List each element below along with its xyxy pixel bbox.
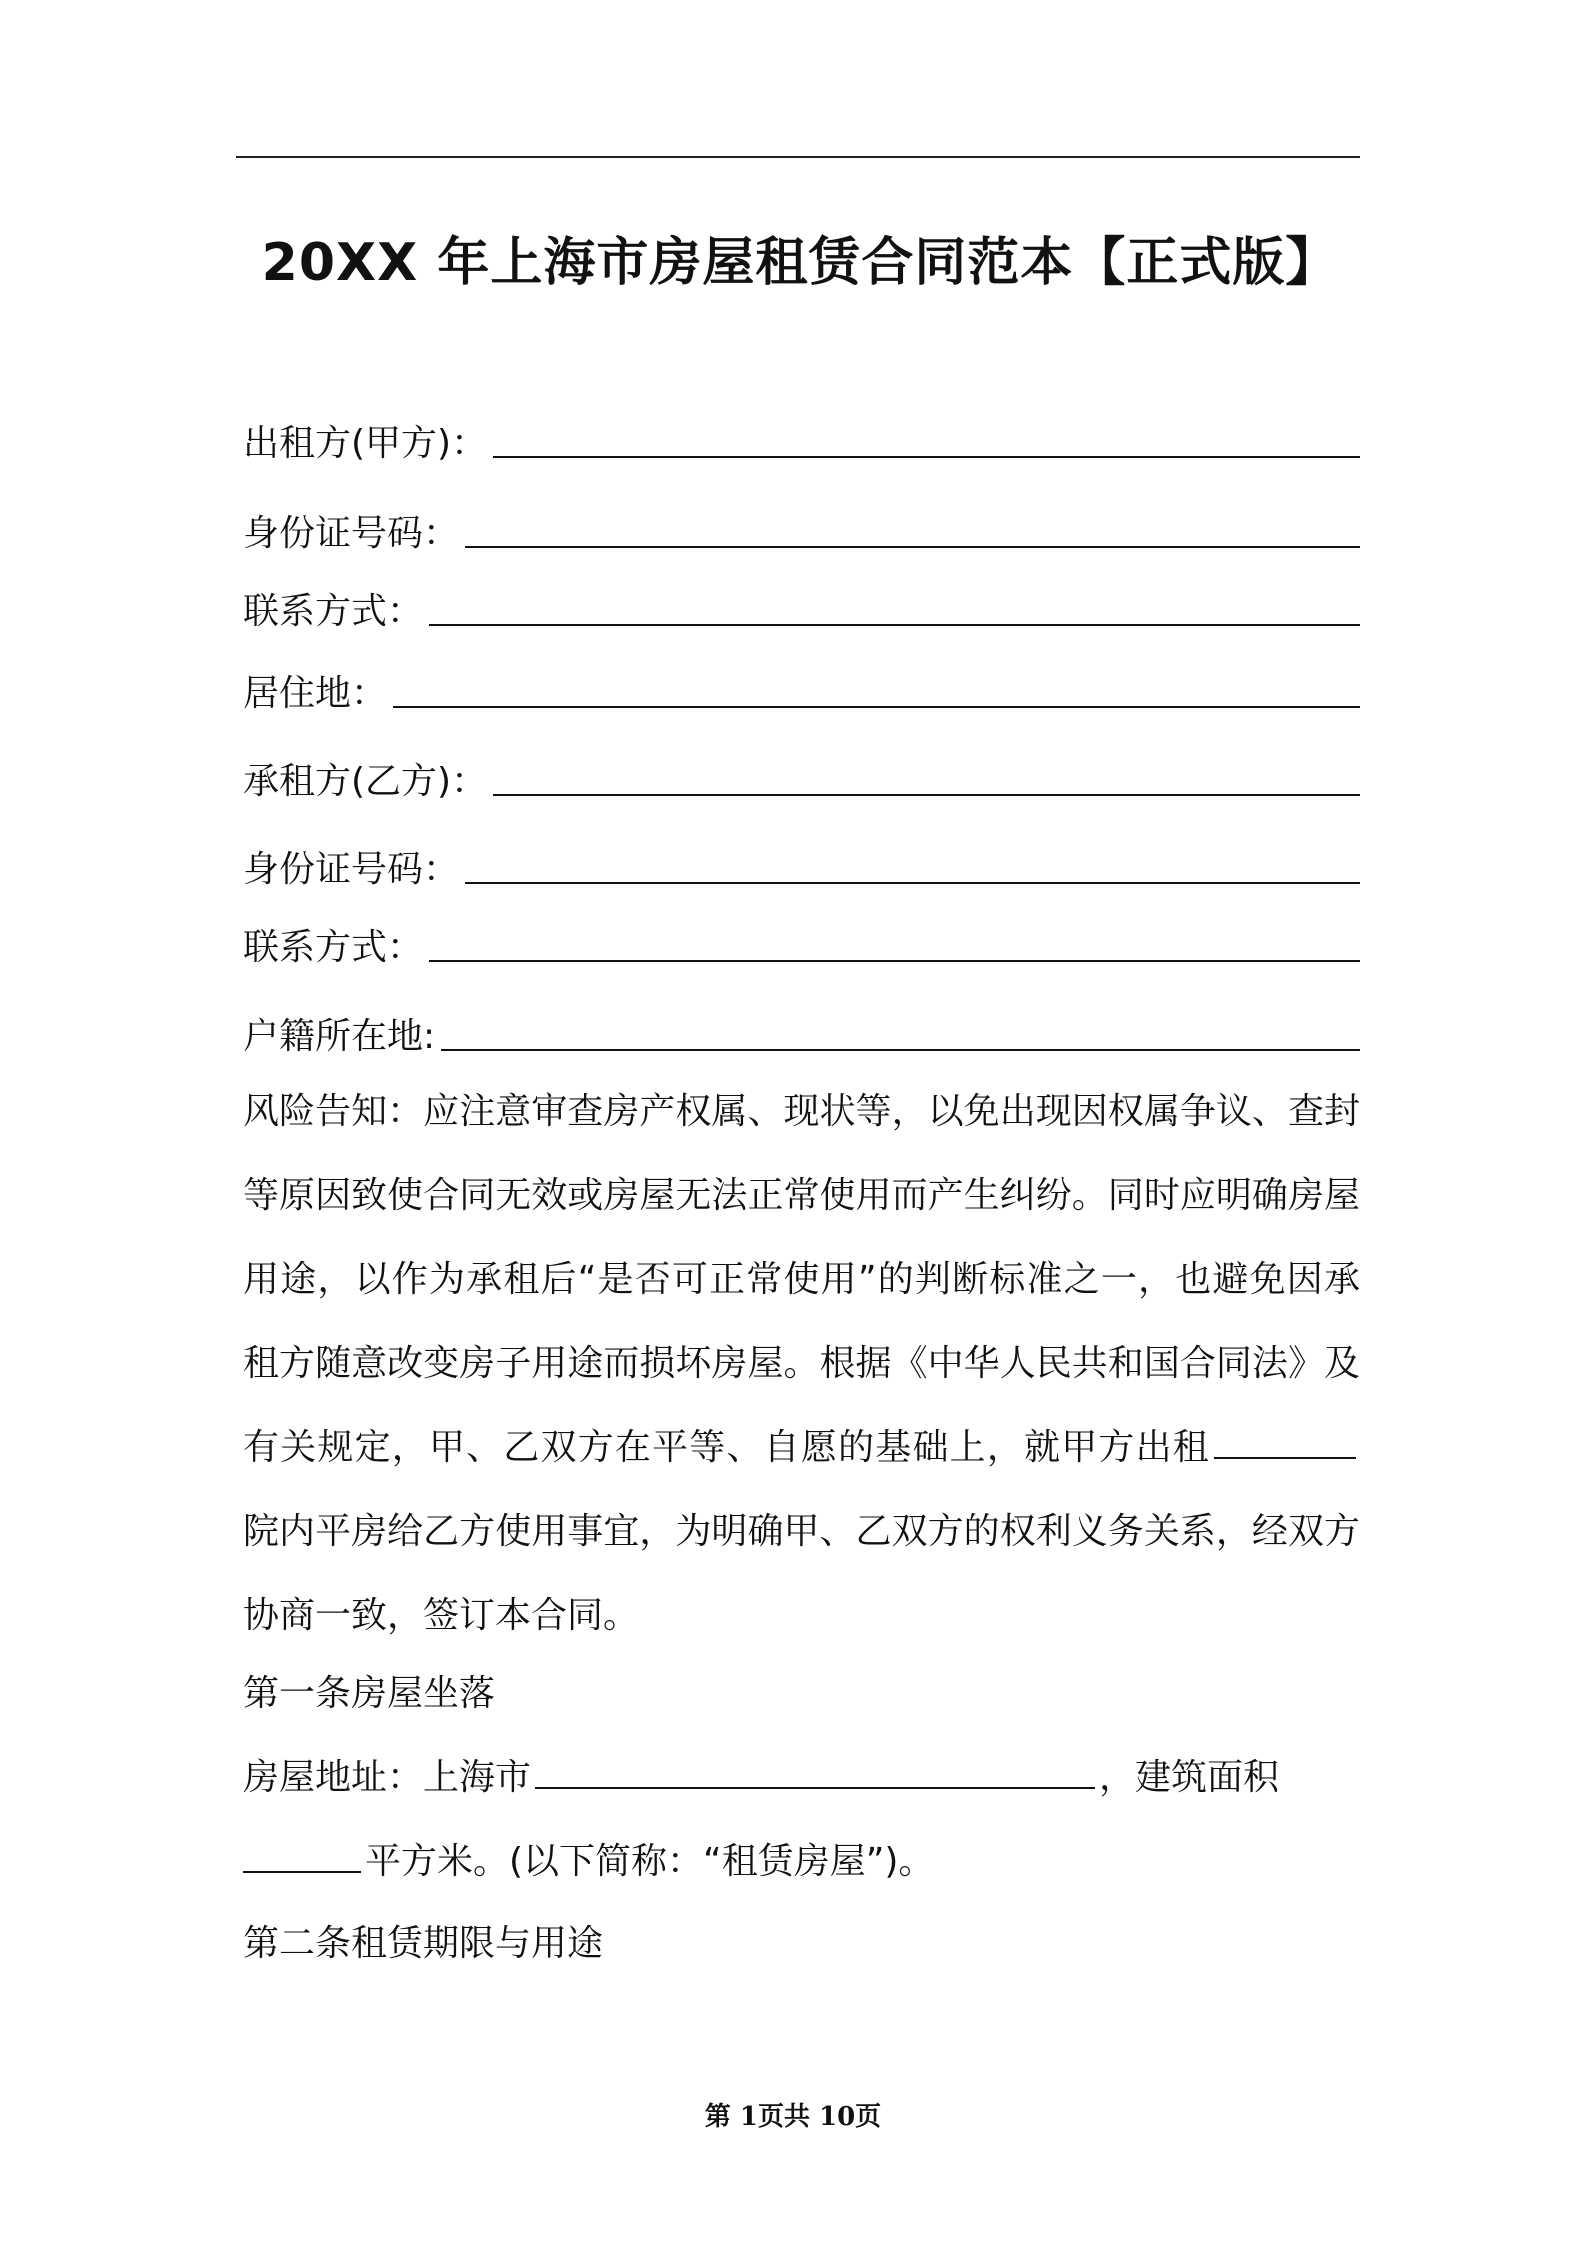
fill-blank	[393, 705, 1360, 708]
address-suffix: ，建筑面积	[1099, 1757, 1280, 1798]
lessor-field	[243, 410, 1360, 464]
fill-blank	[243, 1870, 361, 1873]
lessor-residence-field	[243, 660, 1360, 714]
fill-blank	[535, 1786, 1095, 1789]
field-label: 身份证号码：	[243, 849, 460, 890]
article-1-heading: 第一条房屋坐落	[243, 1673, 496, 1714]
article-2-heading: 第二条租赁期限与用途	[243, 1923, 604, 1964]
field-label: 户籍所在地:	[243, 1016, 436, 1057]
fill-blank	[429, 623, 1360, 626]
field-label: 居住地：	[243, 673, 388, 714]
field-label: 出租方(甲方)：	[243, 423, 488, 464]
document-title: 20XX 年上海市房屋租赁合同范本【正式版】	[261, 233, 1339, 293]
area-line	[243, 1838, 934, 1886]
fill-blank	[441, 1048, 1360, 1051]
area-suffix: 平方米。(以下简称：“租赁房屋”)。	[365, 1841, 935, 1882]
risk-notice-text: 风险告知：应注意审查房产权属、现状等，以免出现因权属争议、查封等原因致使合同无效或房屋无法正常使用而产生纠纷。同时应明确房屋用途，以作为承租后“是否可正常使用”的判断标准之一，也避免因承租方随意改变房子用途而损坏房屋。根据《中华人民共和国合同法》及有关规定，甲、乙双方在平等、自愿的基础上，就甲方出租	[243, 1091, 1360, 1468]
field-label: 联系方式：	[243, 927, 424, 968]
lessee-hukou-field	[243, 1003, 1360, 1057]
fill-blank	[465, 881, 1360, 884]
address-prefix: 房屋地址：上海市	[243, 1757, 532, 1798]
fill-blank	[429, 959, 1360, 962]
risk-notice-text-continued: 院内平房给乙方使用事宜，为明确甲、乙双方的权利义务关系，经双方协商一致，签订本合同。	[243, 1511, 1360, 1636]
field-label: 联系方式：	[243, 591, 424, 632]
risk-notice-paragraph	[243, 1070, 1360, 1658]
lessee-contact-field	[243, 914, 1360, 968]
lessor-id-field	[243, 500, 1360, 554]
address-line	[243, 1754, 1279, 1802]
page-number: 第 1页共 10页	[704, 2102, 882, 2132]
lessor-contact-field	[243, 578, 1360, 632]
header-rule	[236, 156, 1360, 158]
fill-blank	[1214, 1456, 1356, 1459]
field-label: 承租方(乙方)：	[243, 761, 488, 802]
fill-blank	[493, 793, 1360, 796]
field-label: 身份证号码：	[243, 513, 460, 554]
fill-blank	[465, 545, 1360, 548]
lessee-id-field	[243, 836, 1360, 890]
lessee-field	[243, 748, 1360, 802]
fill-blank	[493, 455, 1360, 458]
